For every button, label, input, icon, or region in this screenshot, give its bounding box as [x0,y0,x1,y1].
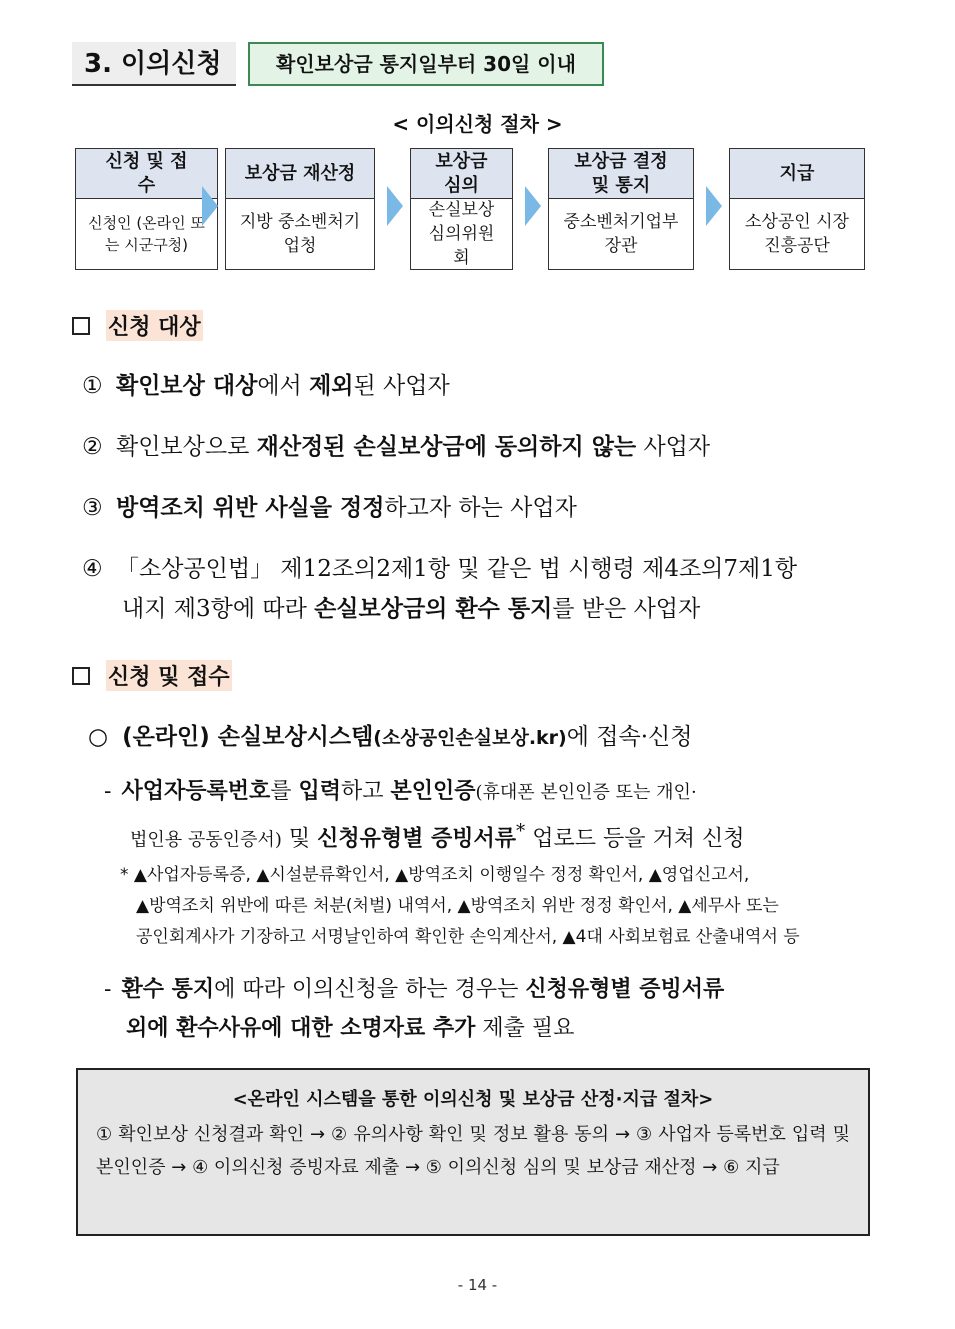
flow-step-payment [729,148,865,270]
flow-step-head: 보상금 결정 및 통지 [549,149,693,199]
deadline-badge: 확인보상금 통지일부터 30일 이내 [248,42,604,86]
apply-dash-2: - 환수 통지에 따라 이의신청을 하는 경우는 신청유형별 증빙서류 외에 환수사유에 대한 소명자료 추가 제출 필요 [104,977,725,1041]
apply-dash-1: - 사업자등록번호를 입력하고 본인인증(휴대폰 본인인증 또는 개인· 법인용 공동인증서) 및 신청유형별 증빙서류* 업로드 등을 거쳐 신청 [104,779,745,852]
flow-arrow-icon [202,186,218,226]
flow-step-body: 손실보상 심의위원회 [428,200,495,268]
section-title: 3. 이의신청 [72,42,236,86]
flow-step-body: 소상공인 시장진흥공단 [745,212,849,256]
flow-step-apply [75,148,218,270]
flow-step-head: 지급 [730,149,864,199]
target-item-4: ④ 「소상공인법」 제12조의2제1항 및 같은 법 시행령 제4조의7제1항 내지 제3항에 따라 손실보상금의 환수 통지를 받은 사업자 [82,556,798,622]
targets-heading-label: 신청 대상 [106,310,203,341]
target-item-2: ② 확인보상으로 재산정된 손실보상금에 동의하지 않는 사업자 [82,434,711,460]
apply-heading [72,660,232,691]
target-item-1: ① 확인보상 대상에서 제외된 사업자 [82,373,450,399]
procedure-box-title: <온라인 시스템을 통한 이의신청 및 보상금 산정·지급 절차> [232,1089,714,1110]
checkbox-square-icon [72,667,90,685]
procedure-box-text: ① 확인보상 신청결과 확인 → ② 유의사항 확인 및 정보 활용 동의 → ③ 사업자 등록번호 입력 및 본인인증 → ④ 이의신청 증빙자료 제출 → ⑤ 이의신청 심의 및 보상금 재산정 → ⑥ 지급 [96,1124,850,1178]
flow-step-head: 신청 및 접수 [76,149,217,199]
flow-arrow-icon [525,186,541,226]
targets-heading [72,310,203,341]
flow-arrow-icon [387,186,403,226]
apply-heading-label: 신청 및 접수 [106,660,232,691]
flow-step-body: 지방 중소벤처기업청 [239,212,361,256]
flow-step-body: 중소벤처기업부 장관 [563,212,679,256]
flow-heading: < 이의신청 절차 > [392,112,563,136]
flow-step-head: 보상금 심의 [411,149,512,199]
flow-arrow-icon [706,186,722,226]
target-item-3: ③ 방역조치 위반 사실을 정정하고자 하는 사업자 [82,495,577,521]
flow-step-decision [548,148,694,270]
flow-step-head: 보상금 재산정 [226,149,374,199]
flow-step-body: 신청인 (온라인 또는 시군구청) [88,214,205,254]
flow-step-review [410,148,513,270]
checkbox-square-icon [72,317,90,335]
online-apply-bullet: ○ (온라인) 손실보상시스템(소상공인손실보상.kr)에 접속·신청 [88,724,693,750]
online-procedure-box [76,1068,870,1236]
page-number: - 14 - [457,1276,498,1294]
evidence-note: * ▲사업자등록증, ▲시설분류확인서, ▲방역조치 이행일수 정정 확인서, ▲영업신고서, ▲방역조치 위반에 따른 처분(처벌) 내역서, ▲방역조치 위반 정정 확인서, ▲세무사 또는 공인회계사가 기장하고 서명날인하여 확인한 손익계산서, ▲4대 사회보험료 산출내역서 등 [120,865,800,947]
flow-step-recalc [225,148,375,270]
